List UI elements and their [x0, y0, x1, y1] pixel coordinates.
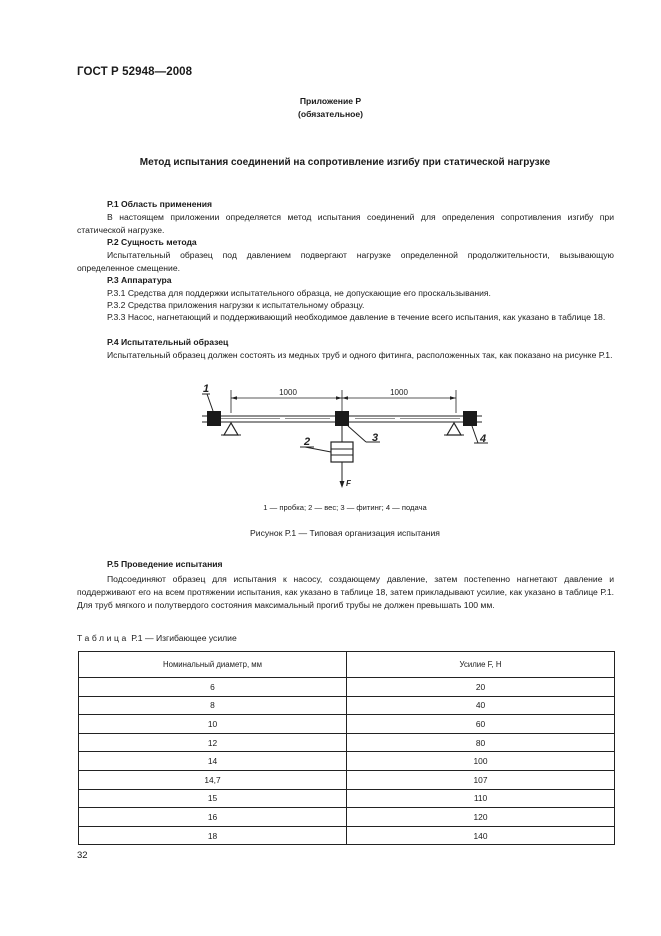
page-number: 32	[77, 850, 88, 861]
annex-status: (обязательное)	[297, 109, 364, 119]
dimension-label-right: 1000	[390, 388, 408, 397]
table-row	[79, 715, 615, 734]
table-cell: 12	[79, 733, 347, 752]
bending-force-table	[78, 651, 615, 845]
table-cell: 120	[347, 808, 615, 827]
table-cell: 140	[347, 826, 615, 845]
end-plug	[207, 411, 221, 426]
table-caption-text: Р.1 — Изгибающее усилие	[131, 633, 237, 643]
table-row	[79, 733, 615, 752]
table-cell: 18	[79, 826, 347, 845]
figure-caption: Рисунок Р.1 — Типовая организация испытания	[250, 528, 440, 538]
dimension-label-left: 1000	[279, 388, 297, 397]
test-setup-diagram	[190, 380, 500, 495]
paragraph-essence: Испытательный образец под давлением подвергают нагрузке определенной продолжительности, вызывающую определенное смещение.	[77, 250, 614, 273]
paragraph-procedure: Подсоединяют образец для испытания к насосу, создающему давление, затем постепенно нагнетают давление и поддерживают его на всем протяжении испытания, как указано в таблице 18, затем прикладывают усилие, как указано в таблице Р.1. Для труб мягкого и полутвердого состояния максимальный прогиб трубы не должен превышать 100 мм.	[77, 574, 614, 610]
annex-title: Приложение Р	[299, 96, 362, 106]
column-header-force: Усилие F, Н	[347, 652, 615, 678]
figure-legend: 1 — пробка; 2 — вес; 3 — фитинг; 4 — подача	[263, 503, 427, 512]
section-heading-apparatus: Р.3 Аппаратура	[107, 275, 172, 285]
fitting	[335, 411, 349, 426]
label-3: 3	[372, 432, 379, 444]
label-4: 4	[480, 433, 487, 445]
table-cell: 6	[79, 678, 347, 697]
label-2: 2	[304, 436, 311, 448]
section-heading-procedure: Р.5 Проведение испытания	[107, 559, 223, 569]
leader-line-4	[472, 426, 478, 443]
section-heading-essence: Р.2 Сущность метода	[107, 237, 197, 247]
document-header: ГОСТ Р 52948—2008	[77, 66, 193, 78]
supply-connection	[463, 411, 477, 426]
arrowhead-icon	[342, 396, 348, 399]
table-cell: 107	[347, 770, 615, 789]
force-arrow-icon	[340, 481, 345, 488]
support-right-icon	[447, 423, 461, 435]
weight	[331, 442, 353, 462]
page-title: Метод испытания соединений на сопротивление изгибу при статической нагрузке	[139, 157, 551, 168]
table-row	[79, 826, 615, 845]
table-row	[79, 770, 615, 789]
force-label: F	[346, 479, 351, 488]
table-cell: 16	[79, 808, 347, 827]
arrowhead-icon	[336, 396, 342, 399]
table-header-row	[79, 652, 615, 678]
paragraph-scope: В настоящем приложении определяется метод испытания соединений для определения сопротивления изгибу при статической нагрузке.	[77, 212, 614, 235]
section-heading-specimen: Р.4 Испытательный образец	[107, 337, 229, 347]
column-header-diameter: Номинальный диаметр, мм	[79, 652, 347, 678]
paragraph-p31: Р.3.1 Средства для поддержки испытательного образца, не допускающие его проскальзывания.	[107, 288, 491, 298]
table-cell: 14,7	[79, 770, 347, 789]
table-cell: 8	[79, 696, 347, 715]
paragraph-p33: Р.3.3 Насос, нагнетающий и поддерживающий необходимое давление в течение всего испытания, как указано в таблице 18.	[107, 312, 606, 322]
table-caption-word: Таблица	[77, 633, 129, 643]
table-cell: 80	[347, 733, 615, 752]
table-cell: 60	[347, 715, 615, 734]
leader-line-3	[348, 426, 366, 442]
table-cell: 40	[347, 696, 615, 715]
leader-line-1	[207, 394, 213, 411]
table-cell: 10	[79, 715, 347, 734]
table-row	[79, 808, 615, 827]
section-heading-scope: Р.1 Область применения	[107, 199, 212, 209]
arrowhead-icon	[450, 396, 456, 399]
table-row	[79, 752, 615, 771]
table-row	[79, 678, 615, 697]
arrowhead-icon	[231, 396, 237, 399]
paragraph-specimen: Испытательный образец должен состоять из медных труб и одного фитинга, расположенных так, как показано на рисунке Р.1.	[107, 350, 613, 360]
table-caption	[77, 633, 237, 643]
label-1: 1	[203, 383, 210, 395]
support-left-icon	[224, 423, 238, 435]
table-row	[79, 789, 615, 808]
table-row	[79, 696, 615, 715]
table-cell: 100	[347, 752, 615, 771]
table-cell: 110	[347, 789, 615, 808]
table-cell: 15	[79, 789, 347, 808]
table-cell: 20	[347, 678, 615, 697]
table-cell: 14	[79, 752, 347, 771]
paragraph-p32: Р.3.2 Средства приложения нагрузки к испытательному образцу.	[107, 300, 365, 310]
